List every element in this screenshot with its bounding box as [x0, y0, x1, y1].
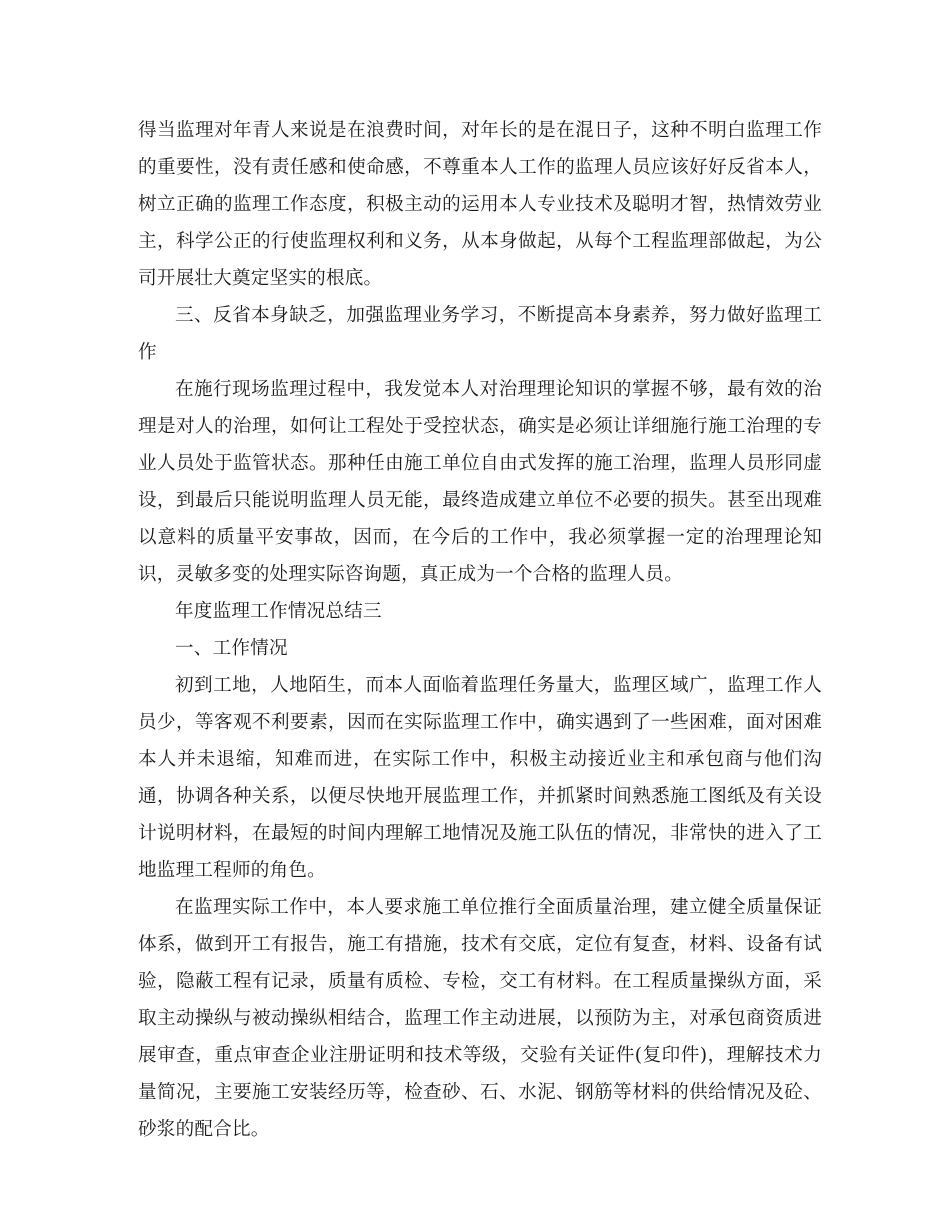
- paragraph-continuation: 得当监理对年青人来说是在浪费时间，对年长的是在混日子，这种不明白监理工作的重要性，没有责任感和使命感，不尊重本人工作的监理人员应该好好反省本人，树立正确的监理工作态度，积极主动的运用本人专业技术及聪明才智，热情效劳业主，科学公正的行使监理权利和义务，从本身做起，从每个工程监理部做起，为公司开展壮大奠定坚实的根底。: [138, 120, 822, 289]
- section-heading-three: 三、反省本身缺乏，加强监理业务学习，不断提高本身素养，努力做好监理工作: [138, 305, 822, 363]
- paragraph: 在施行现场监理过程中，我发觉本人对治理理论知识的掌握不够，最有效的治理是对人的治理，如何让工程处于受控状态，确实是必须让详细施行施工治理的专业人员处于监管状态。那种任由施工单位自由式发挥的施工治理，监理人员形同虚设，到最后只能说明监理人员无能，最终造成建立单位不必要的损失。甚至出现难以意料的质量平安事故，因而，在今后的工作中，我必须掌握一定的治理理论知识，灵敏多变的处理实际咨询题，真正成为一个合格的监理人员。: [138, 379, 822, 585]
- paragraph: 在监理实际工作中，本人要求施工单位推行全面质量治理，建立健全质量保证体系，做到开工有报告，施工有措施，技术有交底，定位有复查，材料、设备有试验，隐蔽工程有记录，质量有质检、专检，交工有材料。在工程质量操纵方面，采取主动操纵与被动操纵相结合，监理工作主动进展，以预防为主，对承包商资质进展审查，重点审查企业注册证明和技术等级，交验有关证件(复印件)，理解技术力量简况，主要施工安装经历等，检查砂、石、水泥、钢筋等材料的供给情况及砼、砂浆的配合比。: [138, 897, 822, 1140]
- section-heading-one: 一、工作情况: [175, 638, 288, 659]
- document-title: 年度监理工作情况总结三: [175, 601, 382, 622]
- document-body: [138, 112, 822, 1148]
- paragraph: 初到工地，人地陌生，而本人面临着监理任务量大，监理区域广，监理工作人员少，等客观不利要素，因而在实际监理工作中，确实遇到了一些困难，面对困难本人并未退缩，知难而进，在实际工作中，积极主动接近业主和承包商与他们沟通，协调各种关系，以便尽快地开展监理工作，并抓紧时间熟悉施工图纸及有关设计说明材料，在最短的时间内理解工地情况及施工队伍的情况，非常快的进入了工地监理工程师的角色。: [138, 675, 822, 881]
